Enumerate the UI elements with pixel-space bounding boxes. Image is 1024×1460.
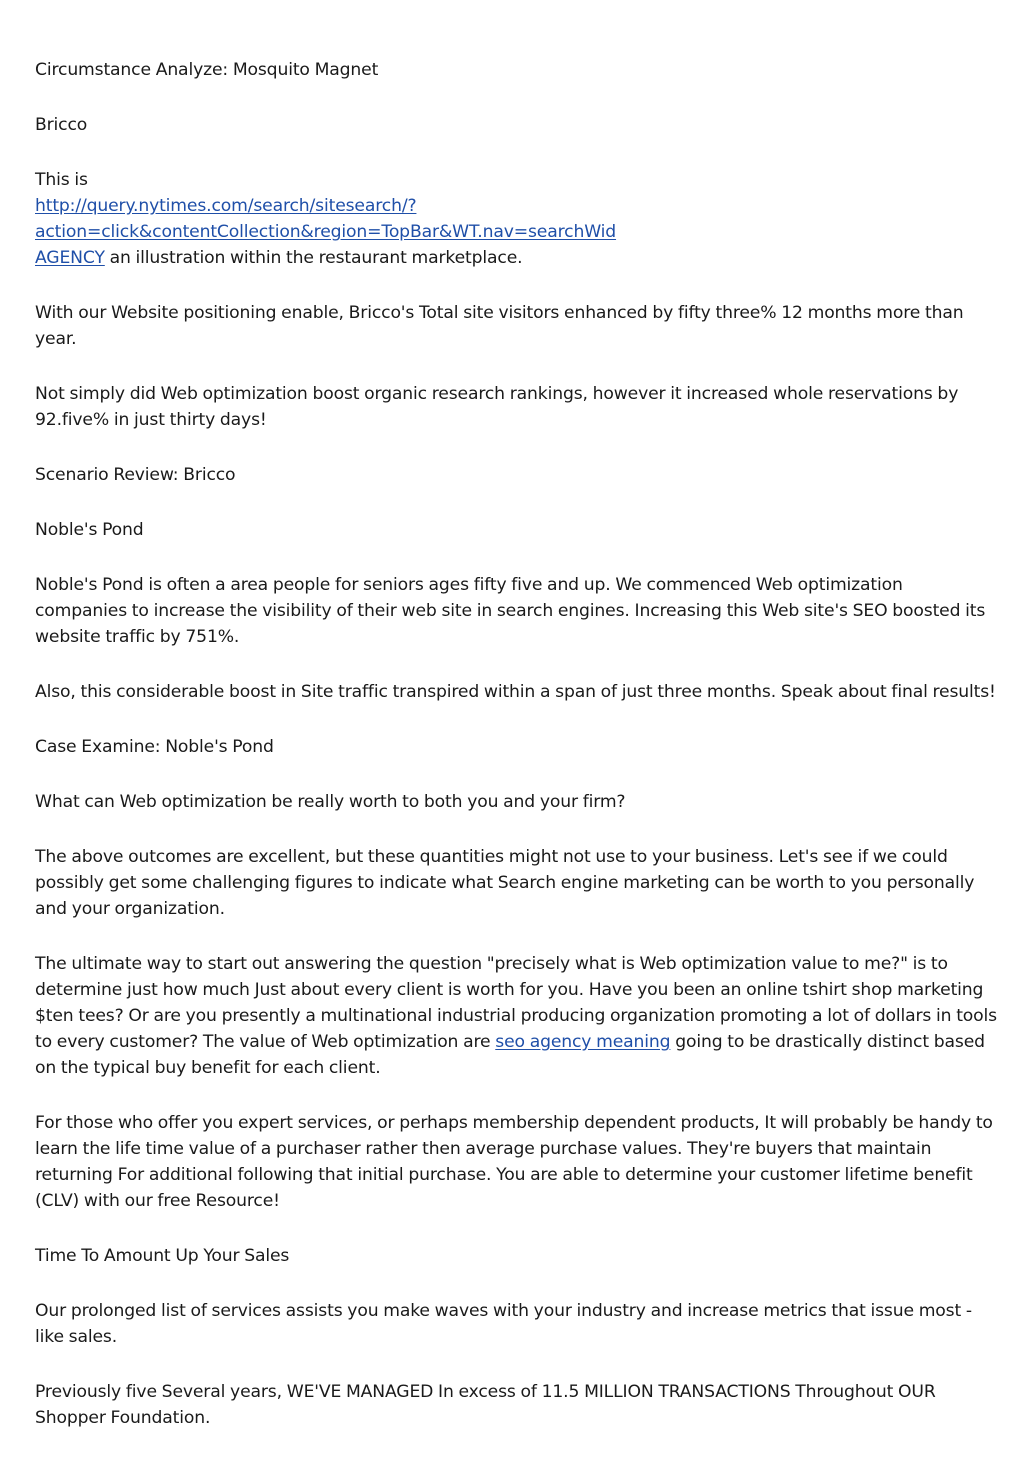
paragraph-nytimes-link bbox=[35, 167, 997, 271]
paragraph-seo-worth-question: What can Web optimization be really worth to both you and your firm? bbox=[35, 792, 626, 812]
paragraph-nobles-pond-results: Also, this considerable boost in Site traffic transpired within a span of just three months. Speak about final results! bbox=[35, 682, 996, 702]
paragraph-services: Our prolonged list of services assists you make waves with your industry and increase metrics that issue most - like sales. bbox=[35, 1301, 972, 1347]
paragraph-nobles-pond-heading: Noble's Pond bbox=[35, 520, 144, 540]
paragraph-bricco-traffic: With our Website positioning enable, Bricco's Total site visitors enhanced by fifty three% 12 months more than year. bbox=[35, 303, 964, 349]
document-body bbox=[35, 57, 997, 1460]
seo-value-after: going to be drastically distinct based on the typical buy benefit for each client. bbox=[35, 1032, 985, 1078]
seo-agency-meaning-link[interactable]: seo agency meaning bbox=[495, 1032, 671, 1052]
paragraph-transactions: Previously five Several years, WE'VE MANAGED In excess of 11.5 MILLION TRANSACTIONS Throughout OUR Shopper Foundation. bbox=[35, 1382, 936, 1428]
paragraph-bricco-heading: Bricco bbox=[35, 115, 88, 135]
paragraph-sales-heading: Time To Amount Up Your Sales bbox=[35, 1246, 290, 1266]
paragraph-suffix: an illustration within the restaurant marketplace. bbox=[104, 248, 523, 268]
paragraph-prefix: This is bbox=[35, 170, 88, 190]
paragraph-scenario-review-bricco: Scenario Review: Bricco bbox=[35, 465, 236, 485]
paragraph-outcomes: The above outcomes are excellent, but these quantities might not use to your business. Let's see if we could possibly get some challenging figures to indicate what Search engine marketing can be worth to you personally and your organization. bbox=[35, 847, 975, 919]
paragraph-bricco-reservations: Not simply did Web optimization boost organic research rankings, however it increased whole reservations by 92.five% in just thirty days! bbox=[35, 384, 959, 430]
paragraph-case-examine-nobles-pond: Case Examine: Noble's Pond bbox=[35, 737, 274, 757]
paragraph-seo-value bbox=[35, 951, 997, 1081]
seo-value-before: The ultimate way to start out answering the question "precisely what is Web optimization value to me?" is to determine just how much Just about every client is worth for you. Have you been an online tshirt shop marketing $ten tees? Or are you presently a multinational industrial producing organization promoting a lot of dollars in tools to every customer? The value of Web optimization are bbox=[35, 954, 997, 1052]
paragraph-title-mosquito-magnet: Circumstance Analyze: Mosquito Magnet bbox=[35, 60, 379, 80]
paragraph-nobles-pond-description: Noble's Pond is often a area people for seniors ages fifty five and up. We commenced Web optimization companies to increase the visibility of their web site in search engines. Increasing this Web site's SEO boosted its website traffic by 751%. bbox=[35, 575, 986, 647]
paragraph-clv: For those who offer you expert services, or perhaps membership dependent products, It will probably be handy to learn the life time value of a purchaser rather then average purchase values. They're buyers that maintain returning For additional following that initial purchase. You are able to determine your customer lifetime benefit (CLV) with our free Resource! bbox=[35, 1113, 993, 1211]
nytimes-link-line2: AGENCY bbox=[35, 248, 105, 268]
nytimes-link-line1: http://query.nytimes.com/search/sitesearch/?action=click&contentCollection&region=TopBar&WT.nav=searchWid bbox=[35, 196, 617, 242]
